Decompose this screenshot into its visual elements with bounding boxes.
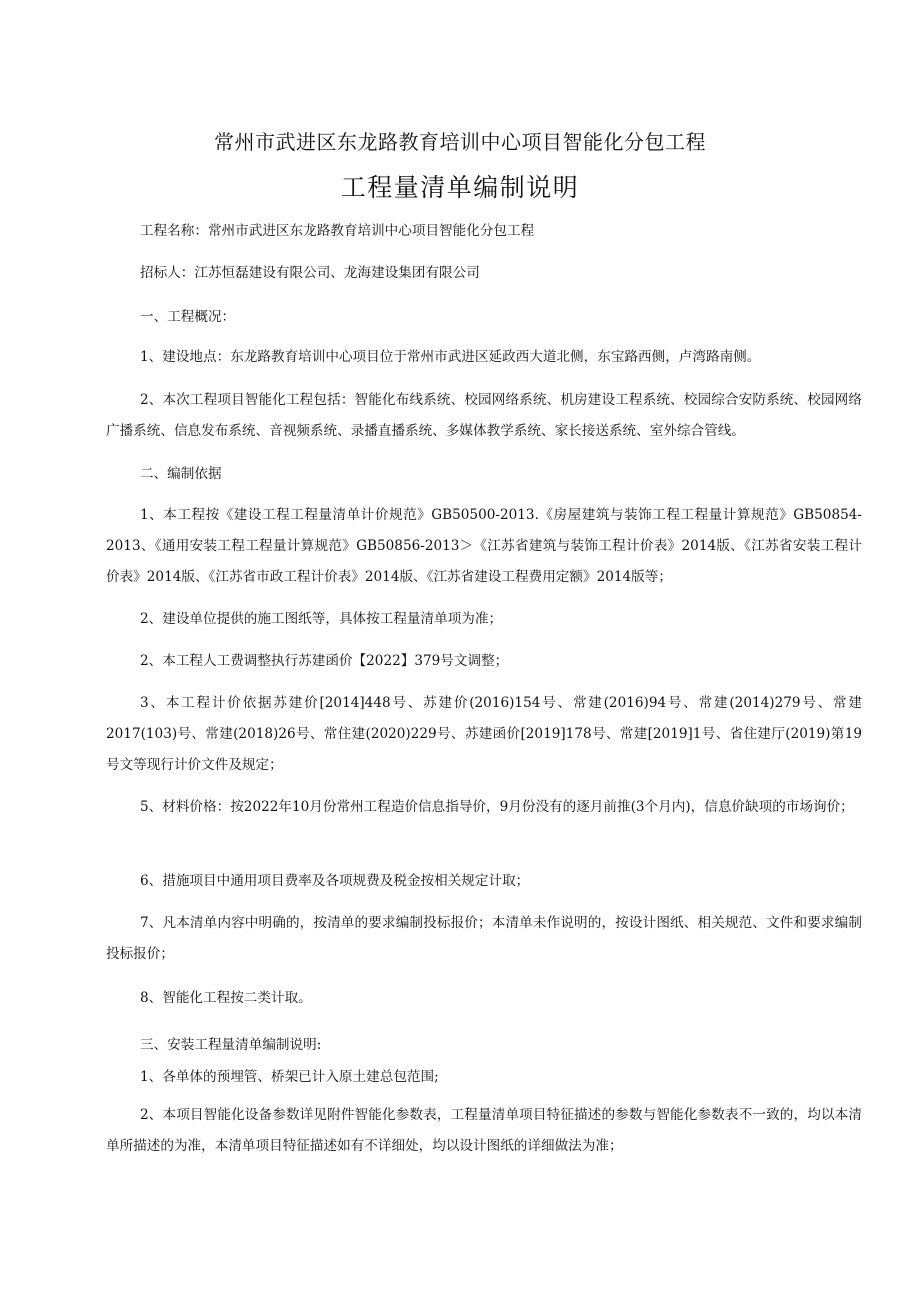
- basis-item-category: 8、智能化工程按二类计取。: [140, 990, 312, 1006]
- basis-item-fees: 6、措施项目中通用项目费率及各项规费及税金按相关规定计取；: [140, 873, 530, 889]
- document-title-main: 工程量清单编制说明: [340, 173, 580, 202]
- basis-item-drawings: 2、建设单位提供的施工图纸等，具体按工程量清单项为准；: [140, 611, 503, 627]
- basis-item-standards: 1、本工程按《建设工程工程量清单计价规范》GB50500-2013.《房屋建筑与装饰工程工程量计算规范》GB50854-2013、《通用安装工程工程量计算规范》GB50856-2013＞《江苏省建筑与装饰工程计价表》2014版、《江苏省安装工程计价表》2014版、《江苏省市政工程计价表》2014版、《江苏省建设工程费用定额》2014版等；: [106, 507, 862, 585]
- basis-item-labor-cost: 2、本工程人工费调整执行苏建函价【2022】379号文调整；: [140, 653, 509, 669]
- basis-item-pricing-documents: 3、本工程计价依据苏建价[2014]448号、苏建价(2016)154号、常建(2016)94号、常建(2014)279号、常建2017(103)号、常建(2018)26号、常住建(2020)229号、苏建函价[2019]178号、常建[2019]1号、省住建厅(2019)第19号文等现行计价文件及规定；: [106, 695, 862, 773]
- basis-item-material-prices: 5、材料价格：按2022年10月份常州工程造价信息指导价，9月份没有的逐月前推(3个月内)，信息价缺项的市场询价；: [140, 799, 854, 815]
- section-heading-overview: 一、工程概况：: [140, 309, 236, 325]
- tenderer-line: 招标人：江苏恒磊建设有限公司、龙海建设集团有限公司: [140, 265, 480, 281]
- install-item-embedded-pipes: 1、各单体的预埋管、桥架已计入原土建总包范围;: [140, 1069, 439, 1085]
- overview-item-scope: 2、本次工程项目智能化工程包括：智能化布线系统、校园网络系统、机房建设工程系统、校园综合安防系统、校园网络广播系统、信息发布系统、音视频系统、录播直播系统、多媒体教学系统、家长接送系统、室外综合管线。: [106, 392, 862, 439]
- document-title-project: 常州市武进区东龙路教育培训中心项目智能化分包工程: [214, 130, 706, 154]
- basis-item-bid-preparation: 7、凡本清单内容中明确的，按清单的要求编制投标报价；本清单未作说明的，按设计图纸、相关规范、文件和要求编制投标报价；: [106, 915, 862, 962]
- section-heading-install: 三、安装工程量清单编制说明:: [140, 1037, 322, 1053]
- section-heading-basis: 二、编制依据: [140, 466, 222, 482]
- overview-item-location: 1、建设地点：东龙路教育培训中心项目位于常州市武进区延政西大道北侧，东宝路西侧，卢湾路南侧。: [140, 349, 761, 365]
- install-item-parameters: 2、本项目智能化设备参数详见附件智能化参数表，工程量清单项目特征描述的参数与智能化参数表不一致的，均以本清单所描述的为准，本清单项目特征描述如有不详细处，均以设计图纸的详细做法为准；: [106, 1107, 862, 1154]
- project-name-line: 工程名称：常州市武进区东龙路教育培训中心项目智能化分包工程: [140, 223, 535, 239]
